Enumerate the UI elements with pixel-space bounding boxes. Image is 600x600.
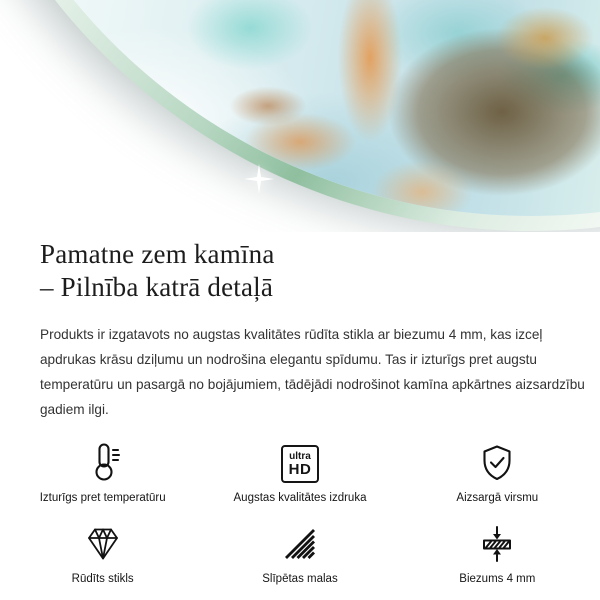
feature-temperature-resistant — [4, 439, 201, 504]
sparkle-highlight-icon — [244, 164, 274, 194]
features-grid — [4, 439, 596, 585]
page-title-line2: – Pilnība katrā detaļā — [40, 272, 274, 302]
description-section — [0, 238, 600, 422]
feature-print-quality — [201, 439, 398, 504]
feature-thickness — [399, 520, 596, 585]
page-title-line1: Pamatne zem kamīna — [40, 239, 275, 269]
ultra-hd-icon-text-bottom: HD — [288, 461, 312, 479]
feature-label: Izturīgs pret temperatūru — [39, 492, 166, 505]
diamond-icon — [83, 520, 123, 564]
feature-label: Augstas kvalitātes izdruka — [233, 492, 367, 505]
shield-check-icon — [477, 439, 517, 483]
beveled-edges-icon — [280, 520, 320, 564]
feature-label: Biezums 4 mm — [459, 573, 536, 586]
ultra-hd-icon-text-top: ultra — [289, 451, 311, 463]
thickness-press-icon — [477, 520, 517, 564]
page-title — [40, 238, 560, 304]
feature-label: Slīpētas malas — [262, 573, 338, 586]
feature-tempered-glass — [4, 520, 201, 585]
feature-surface-protection — [399, 439, 596, 504]
feature-polished-edges — [201, 520, 398, 585]
feature-label: Aizsargā virsmu — [456, 492, 539, 505]
product-description: Produkts ir izgatavots no augstas kvalitātes rūdīta stikla ar biezumu 4 mm, kas izceļ apdrukas krāsu dziļumu un nodrošina elegantu spīdumu. Tas ir izturīgs pret augstu temperatūru un pasargā no bojājumiem, tādējādi nodrošinot kamīna apkārtnes aizsardzību gadiem ilgi. — [40, 327, 585, 418]
product-hero — [0, 0, 600, 232]
feature-label: Rūdīts stikls — [71, 573, 134, 586]
thermometer-icon — [83, 439, 123, 483]
ultra-hd-icon — [281, 439, 319, 483]
